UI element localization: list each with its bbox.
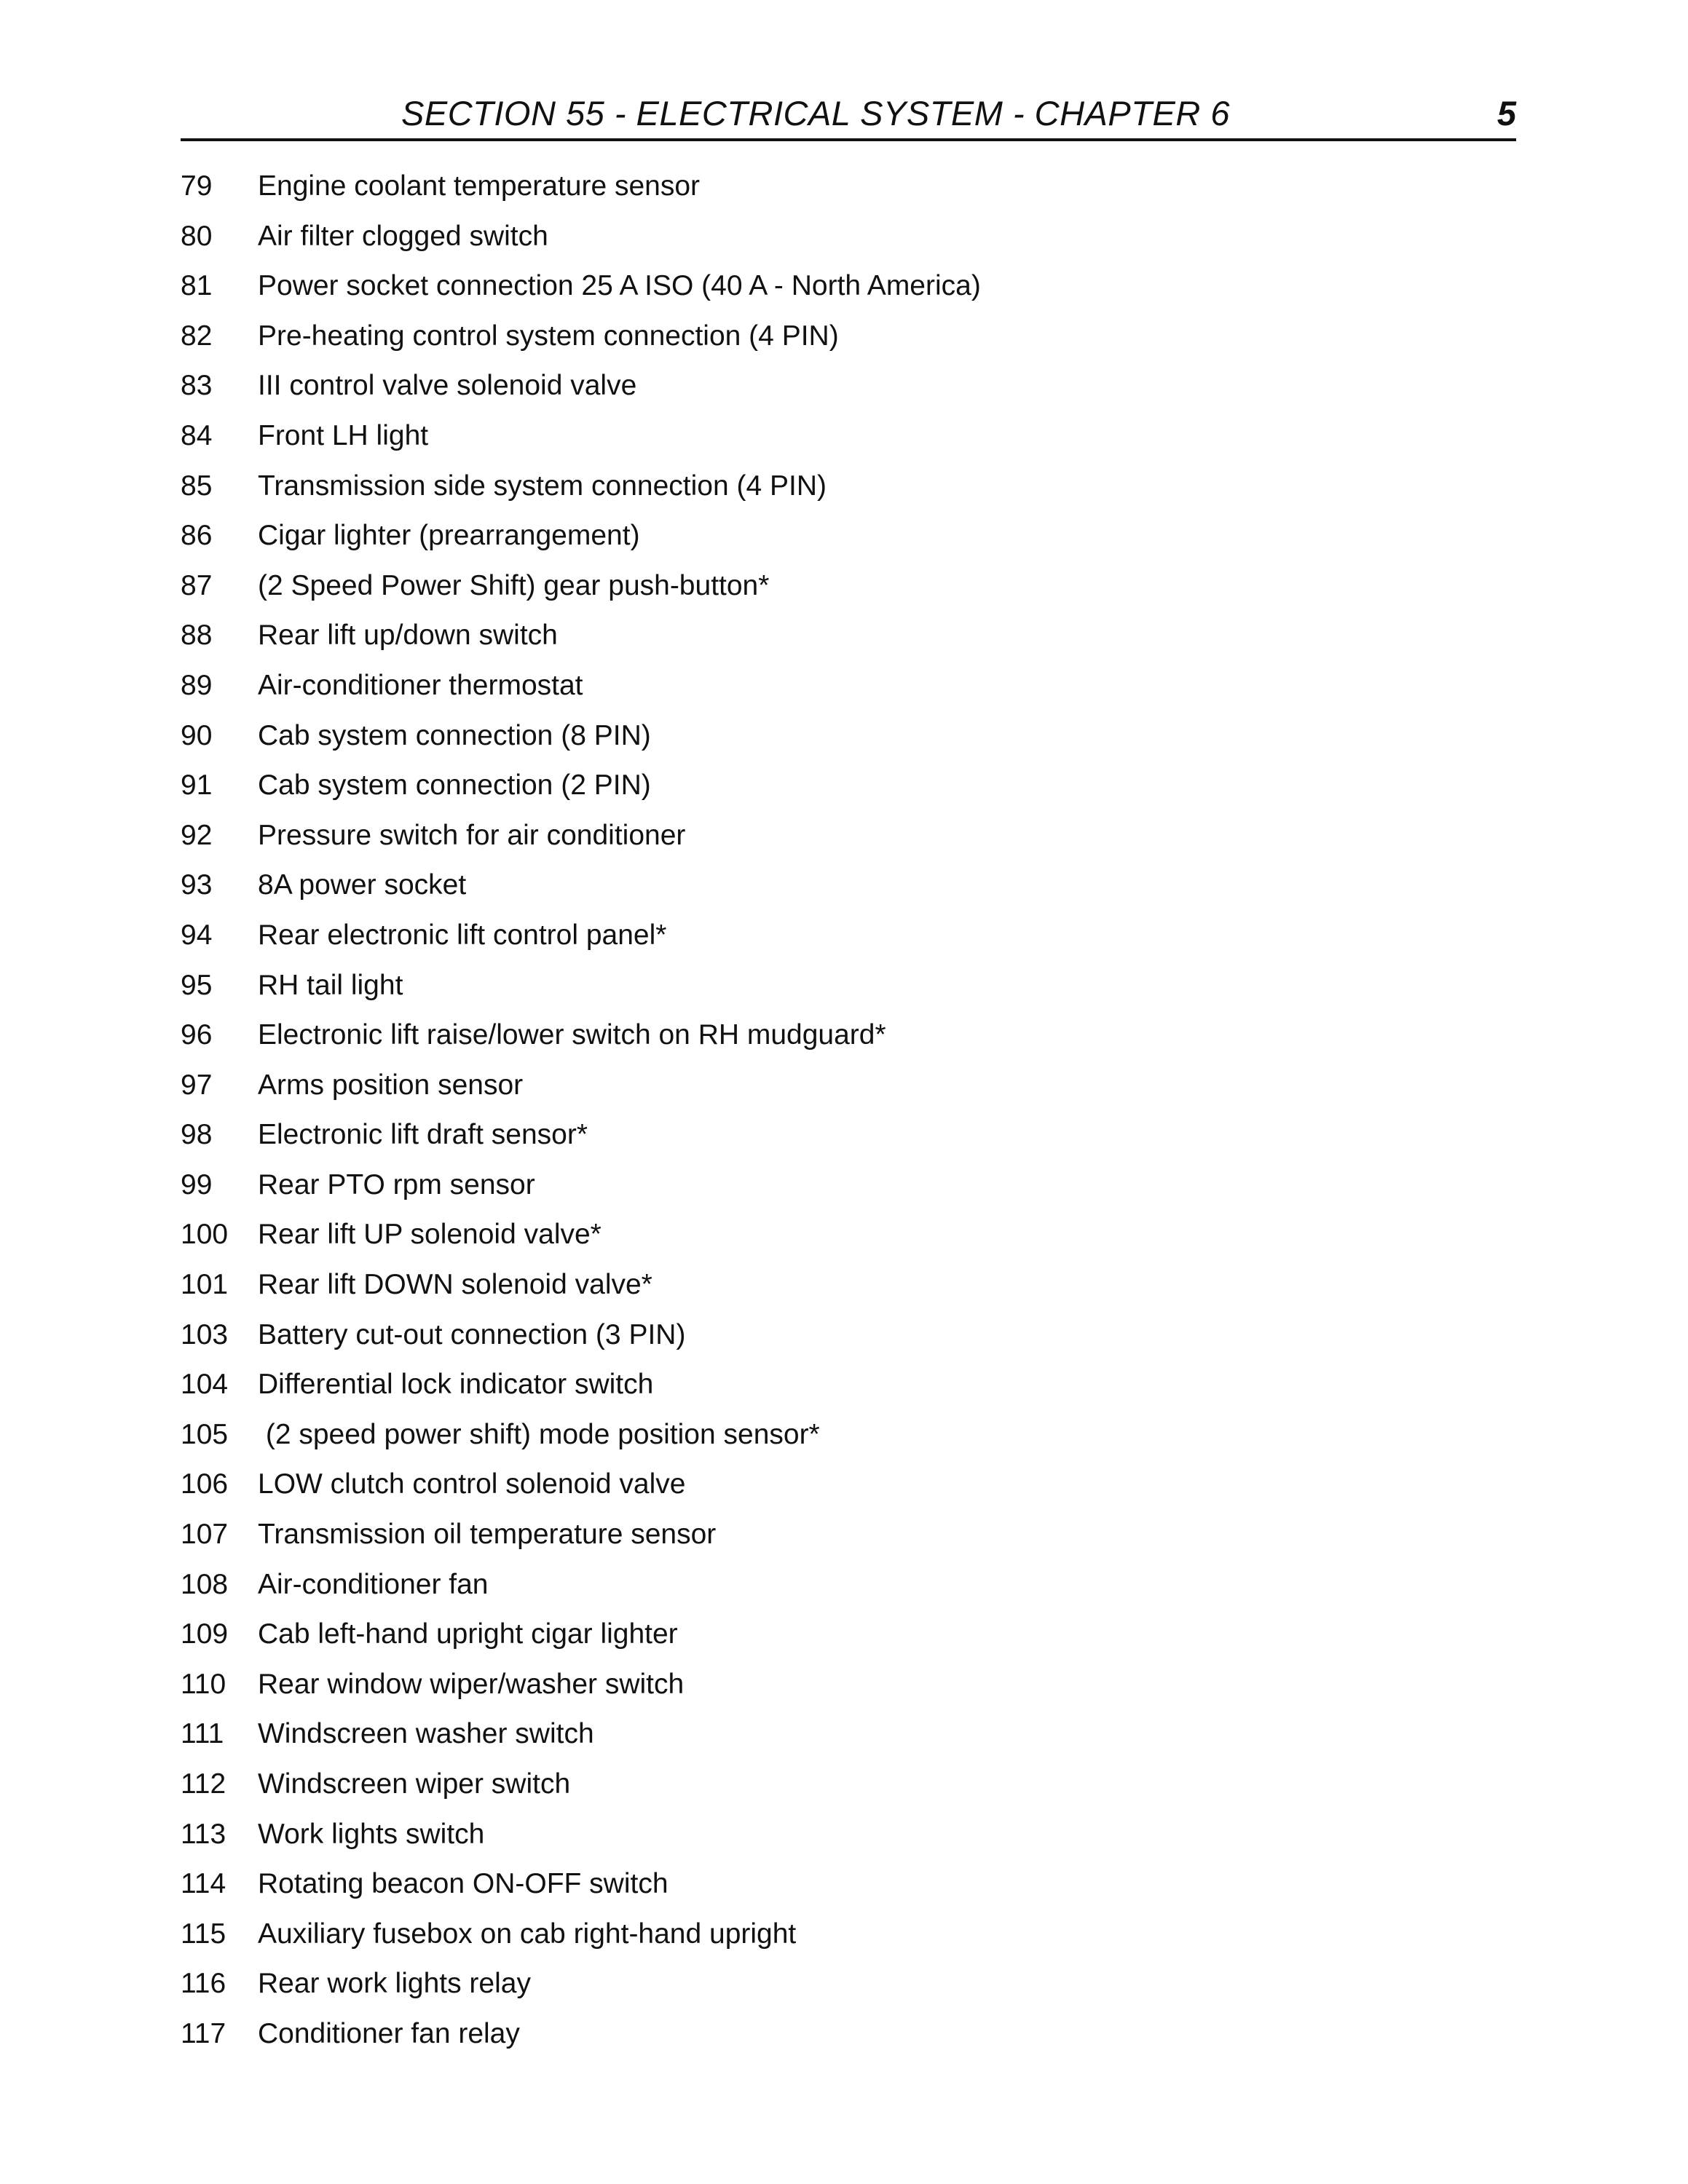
item-description: Differential lock indicator switch xyxy=(258,1369,654,1401)
item-number: 91 xyxy=(181,769,213,802)
page-number: 5 xyxy=(1496,94,1516,132)
item-number: 82 xyxy=(181,320,213,352)
component-list xyxy=(181,169,1516,2067)
item-number: 114 xyxy=(181,1868,226,1900)
list-item xyxy=(181,1117,1516,1168)
list-item xyxy=(181,219,1516,269)
item-description: Conditioner fan relay xyxy=(258,2017,520,2049)
item-description: Rear electronic lift control panel* xyxy=(258,919,667,951)
list-item xyxy=(181,1517,1516,1567)
page-header xyxy=(181,89,1516,141)
item-description: Windscreen washer switch xyxy=(258,1718,594,1750)
list-item xyxy=(181,1917,1516,1967)
item-description: Windscreen wiper switch xyxy=(258,1768,571,1800)
item-description: Electronic lift draft sensor* xyxy=(258,1119,588,1151)
item-description: Front LH light xyxy=(258,419,429,451)
list-item xyxy=(181,1318,1516,1368)
item-number: 90 xyxy=(181,719,213,751)
item-number: 98 xyxy=(181,1119,213,1151)
list-item xyxy=(181,1267,1516,1318)
item-description: Air-conditioner fan xyxy=(258,1568,489,1600)
list-item xyxy=(181,1018,1516,1068)
list-item xyxy=(181,618,1516,668)
item-number: 117 xyxy=(181,2017,226,2049)
item-number: 97 xyxy=(181,1069,213,1101)
list-item xyxy=(181,518,1516,569)
list-item xyxy=(181,1068,1516,1118)
item-description: III control valve solenoid valve xyxy=(258,370,637,402)
item-description: Power socket connection 25 A ISO (40 A - North America) xyxy=(258,270,981,302)
item-number: 107 xyxy=(181,1519,229,1551)
item-description: Transmission oil temperature sensor xyxy=(258,1519,717,1551)
item-description: Battery cut-out connection (3 PIN) xyxy=(258,1318,686,1350)
list-item xyxy=(181,1767,1516,1817)
item-number: 116 xyxy=(181,1968,226,2000)
item-description: Rear lift UP solenoid valve* xyxy=(258,1219,602,1251)
item-number: 89 xyxy=(181,669,213,701)
list-item xyxy=(181,1567,1516,1618)
list-item xyxy=(181,269,1516,319)
item-number: 87 xyxy=(181,569,213,601)
list-item xyxy=(181,1367,1516,1417)
list-item xyxy=(181,1966,1516,2017)
item-number: 93 xyxy=(181,869,213,901)
item-number: 103 xyxy=(181,1318,229,1350)
item-description: (2 Speed Power Shift) gear push-button* xyxy=(258,569,770,601)
list-item xyxy=(181,868,1516,918)
item-description: Arms position sensor xyxy=(258,1069,524,1101)
list-item xyxy=(181,368,1516,419)
list-item xyxy=(181,818,1516,869)
item-description: Rotating beacon ON-OFF switch xyxy=(258,1868,669,1900)
item-description: Electronic lift raise/lower switch on RH mudguard* xyxy=(258,1019,886,1051)
item-description: Rear lift DOWN solenoid valve* xyxy=(258,1269,652,1301)
item-number: 106 xyxy=(181,1468,229,1500)
item-description: Engine coolant temperature sensor xyxy=(258,170,701,202)
list-item xyxy=(181,918,1516,968)
item-description: Pre-heating control system connection (4 PIN) xyxy=(258,320,839,352)
item-number: 110 xyxy=(181,1668,226,1700)
item-description: Cab left-hand upright cigar lighter xyxy=(258,1618,678,1650)
item-description: LOW clutch control solenoid valve xyxy=(258,1468,686,1500)
item-number: 86 xyxy=(181,520,213,552)
list-item xyxy=(181,469,1516,519)
item-number: 99 xyxy=(181,1168,213,1200)
item-number: 100 xyxy=(181,1219,229,1251)
item-number: 104 xyxy=(181,1369,229,1401)
item-number: 88 xyxy=(181,620,213,652)
item-number: 96 xyxy=(181,1019,213,1051)
list-item xyxy=(181,1617,1516,1667)
list-item xyxy=(181,768,1516,818)
item-description: Work lights switch xyxy=(258,1818,485,1850)
list-item xyxy=(181,1817,1516,1867)
item-description: Transmission side system connection (4 PIN) xyxy=(258,470,827,502)
list-item xyxy=(181,1217,1516,1267)
list-item xyxy=(181,169,1516,219)
list-item xyxy=(181,668,1516,719)
item-description: Auxiliary fusebox on cab right-hand upright xyxy=(258,1918,797,1950)
list-item xyxy=(181,2017,1516,2067)
list-item xyxy=(181,419,1516,469)
item-description: RH tail light xyxy=(258,969,403,1001)
item-description: Rear lift up/down switch xyxy=(258,620,558,652)
item-description: (2 speed power shift) mode position sensor* xyxy=(258,1418,820,1450)
list-item xyxy=(181,719,1516,769)
section-title: SECTION 55 - ELECTRICAL SYSTEM - CHAPTER 6 xyxy=(401,94,1230,132)
list-item xyxy=(181,1667,1516,1717)
item-number: 79 xyxy=(181,170,213,202)
list-item xyxy=(181,1417,1516,1468)
item-number: 83 xyxy=(181,370,213,402)
item-description: Cigar lighter (prearrangement) xyxy=(258,520,640,552)
item-description: 8A power socket xyxy=(258,869,467,901)
list-item xyxy=(181,1717,1516,1767)
item-number: 85 xyxy=(181,470,213,502)
item-number: 111 xyxy=(181,1718,224,1750)
item-number: 94 xyxy=(181,919,213,951)
item-number: 115 xyxy=(181,1918,226,1950)
list-item xyxy=(181,1168,1516,1218)
item-number: 80 xyxy=(181,220,213,252)
item-description: Cab system connection (8 PIN) xyxy=(258,719,651,751)
item-description: Air filter clogged switch xyxy=(258,220,548,252)
item-number: 108 xyxy=(181,1568,229,1600)
item-description: Rear work lights relay xyxy=(258,1968,531,2000)
item-number: 112 xyxy=(181,1768,226,1800)
item-number: 113 xyxy=(181,1818,226,1850)
item-description: Pressure switch for air conditioner xyxy=(258,819,686,851)
list-item xyxy=(181,319,1516,369)
item-number: 84 xyxy=(181,419,213,451)
list-item xyxy=(181,968,1516,1018)
item-description: Rear window wiper/washer switch xyxy=(258,1668,685,1700)
item-number: 109 xyxy=(181,1618,229,1650)
item-number: 81 xyxy=(181,270,213,302)
item-number: 92 xyxy=(181,819,213,851)
list-item xyxy=(181,1867,1516,1917)
item-description: Cab system connection (2 PIN) xyxy=(258,769,651,802)
item-number: 101 xyxy=(181,1269,229,1301)
item-number: 105 xyxy=(181,1418,229,1450)
item-description: Air-conditioner thermostat xyxy=(258,669,583,701)
list-item xyxy=(181,1467,1516,1517)
item-number: 95 xyxy=(181,969,213,1001)
list-item xyxy=(181,569,1516,619)
item-description: Rear PTO rpm sensor xyxy=(258,1168,535,1200)
